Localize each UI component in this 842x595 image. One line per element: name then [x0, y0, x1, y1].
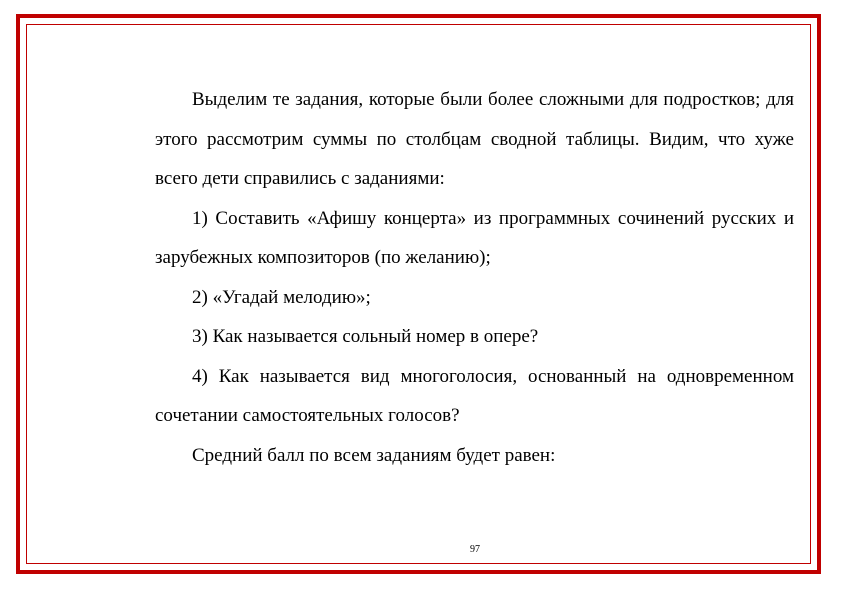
list-item-task-4: 4) Как называется вид многоголосия, основанный на одновременном сочетании самостоятельных голосов?: [155, 365, 794, 426]
list-item-task-2: 2) «Угадай мелодию»;: [192, 286, 371, 308]
list-item-task-1: 1) Составить «Афишу концерта» из программных сочинений русских и зарубежных композиторов (по желанию);: [155, 207, 794, 268]
page-body: [155, 80, 794, 475]
paragraph-average-score: Средний балл по всем заданиям будет равен:: [192, 444, 556, 466]
paragraph-intro: Выделим те задания, которые были более сложными для подростков; для этого рассмотрим суммы по столбцам сводной таблицы. Видим, что хуже всего дети справились с заданиями:: [155, 89, 794, 189]
page-number: 97: [470, 544, 480, 555]
list-item-task-3: 3) Как называется сольный номер в опере?: [192, 326, 539, 347]
